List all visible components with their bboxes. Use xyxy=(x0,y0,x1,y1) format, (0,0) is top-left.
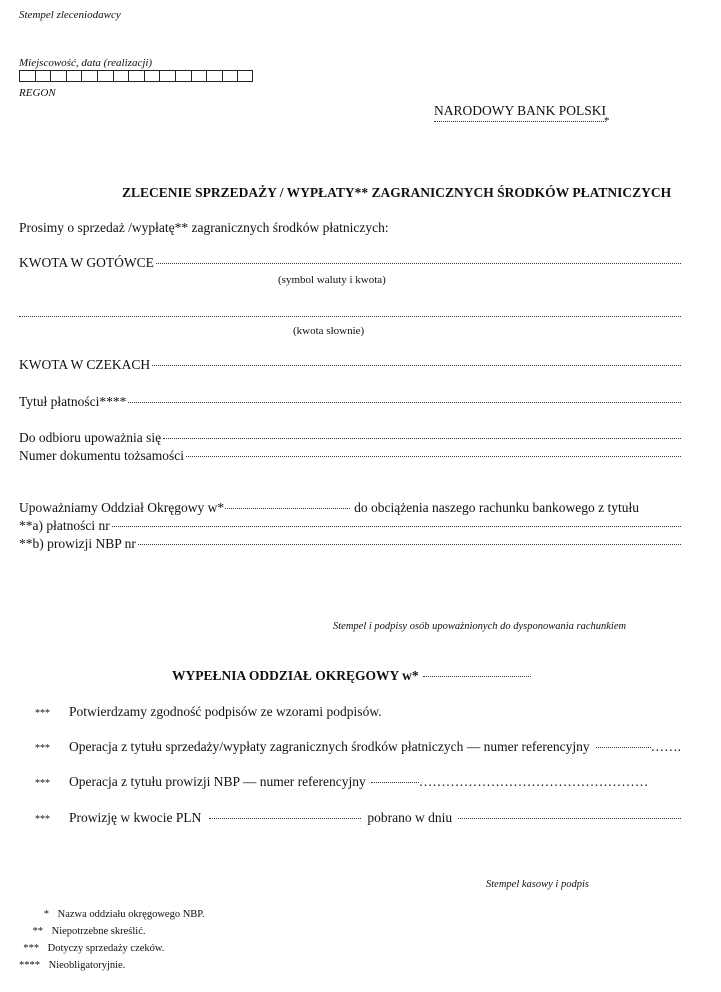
fee-amount-line[interactable] xyxy=(209,818,361,819)
form-title: ZLECENIE SPRZEDAŻY / WYPŁATY** ZAGRANICZNYCH ŚRODKÓW PŁATNICZYCH xyxy=(122,185,672,200)
regon-digit-box[interactable] xyxy=(128,70,144,82)
regon-digit-box[interactable] xyxy=(50,70,66,82)
footnote-1-text: Nazwa oddziału okręgowego NBP. xyxy=(57,909,205,920)
regon-digit-box[interactable] xyxy=(19,70,35,82)
branch-row-3[interactable] xyxy=(19,774,679,790)
bank-line-footnote: * xyxy=(604,115,610,127)
branch-row-3-line[interactable] xyxy=(371,782,419,783)
regon-digit-box[interactable] xyxy=(191,70,207,82)
footnote-2-mark: ** xyxy=(32,926,43,937)
regon-field[interactable] xyxy=(19,70,253,82)
cash-amount-hint: (symbol waluty i kwota) xyxy=(278,274,386,286)
authorized-person-line[interactable] xyxy=(163,437,681,439)
client-signature-note: Stempel i podpisy osób upoważnionych do dysponowania rachunkiem xyxy=(333,621,627,632)
branch-row-3-tail: …………………………………………… xyxy=(418,774,649,789)
branch-row-4-text: Prowizję w kwocie PLN xyxy=(69,810,202,825)
intro-text: Prosimy o sprzedaż /wypłatę** zagranicznych środków płatniczych: xyxy=(19,220,389,235)
payment-number-label: **a) płatności nr xyxy=(19,518,110,533)
regon-digit-box[interactable] xyxy=(81,70,97,82)
authorization-start: Upoważniamy Oddział Okręgowy w* xyxy=(19,500,225,515)
footnote-3 xyxy=(19,943,164,954)
id-document-row[interactable] xyxy=(19,448,681,464)
amount-words-line[interactable] xyxy=(19,316,681,317)
regon-digit-box[interactable] xyxy=(113,70,129,82)
cash-amount-row[interactable] xyxy=(19,255,681,271)
stamp-label: Stempel zleceniodawcy xyxy=(19,9,121,21)
id-document-line[interactable] xyxy=(186,455,681,457)
footnote-2 xyxy=(19,926,146,937)
authorized-person-label: Do odbioru upoważnia się xyxy=(19,430,162,445)
footnote-4 xyxy=(19,960,125,971)
regon-digit-box[interactable] xyxy=(159,70,175,82)
cheque-amount-line[interactable] xyxy=(152,364,681,366)
regon-digit-box[interactable] xyxy=(206,70,222,82)
footnote-3-mark: *** xyxy=(23,943,39,954)
branch-row-1-text: Potwierdzamy zgodność podpisów ze wzorami podpisów. xyxy=(69,704,382,719)
branch-heading-text: WYPEŁNIA ODDZIAŁ OKRĘGOWY w* xyxy=(172,668,419,683)
regon-label: REGON xyxy=(19,87,56,99)
amount-words-hint: (kwota słownie) xyxy=(293,325,365,337)
branch-line[interactable] xyxy=(225,508,350,509)
branch-row-2-text: Operacja z tytułu sprzedaży/wypłaty zagranicznych środków płatniczych — numer referencyjny xyxy=(69,739,590,754)
branch-row-2-stars: *** xyxy=(35,743,50,754)
authorization-end: do obciążenia naszego rachunku bankowego z tytułu xyxy=(354,500,639,515)
footnote-4-text: Nieobligatoryjnie. xyxy=(48,960,126,971)
id-document-label: Numer dokumentu tożsamości xyxy=(19,448,184,463)
regon-digit-box[interactable] xyxy=(144,70,160,82)
branch-row-2-tail: ……. xyxy=(650,739,681,754)
payment-title-label: Tytuł płatności**** xyxy=(19,394,127,409)
place-date-label: Miejscowość, data (realizacji) xyxy=(19,57,153,69)
footnote-3-text: Dotyczy sprzedaży czeków. xyxy=(47,943,165,954)
branch-row-4-stars: *** xyxy=(35,814,50,825)
branch-row-4[interactable] xyxy=(19,810,681,826)
authorization-row[interactable] xyxy=(19,500,681,516)
branch-section-heading xyxy=(172,668,531,684)
bank-name: NARODOWY BANK POLSKI xyxy=(434,103,606,118)
branch-row-1-stars: *** xyxy=(35,708,50,719)
cash-amount-line[interactable] xyxy=(156,262,681,264)
cash-amount-label: KWOTA W GOTÓWCE xyxy=(19,255,154,270)
fee-number-line[interactable] xyxy=(138,543,681,545)
fee-number-row[interactable] xyxy=(19,536,681,552)
payment-title-row[interactable] xyxy=(19,394,681,410)
footnote-2-text: Niepotrzebne skreślić. xyxy=(51,926,146,937)
branch-row-2-line[interactable] xyxy=(596,747,651,748)
branch-row-3-stars: *** xyxy=(35,778,50,789)
branch-row-2[interactable] xyxy=(19,739,681,755)
cheque-amount-row[interactable] xyxy=(19,357,681,373)
branch-row-4-mid: pobrano w dniu xyxy=(367,810,453,825)
collection-date-line[interactable] xyxy=(458,818,681,819)
footnote-4-mark: **** xyxy=(19,960,40,971)
payment-number-row[interactable] xyxy=(19,518,681,534)
regon-digit-box[interactable] xyxy=(35,70,51,82)
authorized-person-row[interactable] xyxy=(19,430,681,446)
branch-row-3-text: Operacja z tytułu prowizji NBP — numer referencyjny xyxy=(69,774,366,789)
regon-digit-box[interactable] xyxy=(97,70,113,82)
fee-number-label: **b) prowizji NBP nr xyxy=(19,536,136,551)
payment-title-line[interactable] xyxy=(128,401,681,403)
regon-digit-box[interactable] xyxy=(237,70,253,82)
cheque-amount-label: KWOTA W CZEKACH xyxy=(19,357,151,372)
bank-branch-line[interactable] xyxy=(434,121,606,122)
branch-heading-line[interactable] xyxy=(423,676,531,677)
regon-digit-box[interactable] xyxy=(175,70,191,82)
regon-boxes[interactable] xyxy=(19,70,253,82)
regon-digit-box[interactable] xyxy=(66,70,82,82)
regon-digit-box[interactable] xyxy=(222,70,238,82)
footnote-1-mark: * xyxy=(43,909,49,920)
footnote-1 xyxy=(19,909,205,920)
payment-number-line[interactable] xyxy=(112,525,681,527)
branch-row-1 xyxy=(19,704,681,720)
cashier-stamp-note: Stempel kasowy i podpis xyxy=(486,879,589,890)
